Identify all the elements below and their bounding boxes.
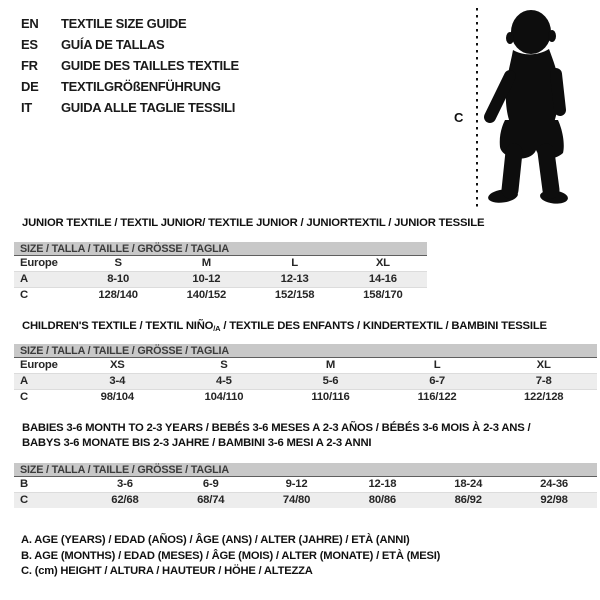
cell: 12-13	[280, 273, 309, 285]
babies-title-line1: BABIES 3-6 MONTH TO 2-3 YEARS / BEBÉS 3-6 MESES A 2-3 AÑOS / BÉBÉS 3-6 MOIS À 2-3 ANS /	[22, 422, 531, 434]
cell: 104/110	[204, 391, 244, 403]
toddler-silhouette-icon	[450, 4, 592, 216]
header-cell: XS	[109, 359, 125, 371]
height-measure-figure	[450, 4, 592, 216]
table-row	[14, 477, 597, 493]
cell: 74/80	[282, 494, 311, 506]
language-row-es	[21, 34, 239, 55]
cell: 18-24	[454, 478, 483, 490]
size-header-bar: SIZE / TALLA / TAILLE / GRÖSSE / TAGLIA	[14, 242, 427, 256]
footnote-c: C. (cm) HEIGHT / ALTURA / HAUTEUR / HÖHE / ALTEZZA	[21, 565, 313, 577]
cell: 6-9	[202, 478, 219, 490]
cell: 5-6	[322, 375, 339, 387]
language-row-en	[21, 13, 239, 34]
junior-table-title: JUNIOR TEXTILE / TEXTIL JUNIOR/ TEXTILE JUNIOR / JUNIORTEXTIL / JUNIOR TESSILE	[22, 217, 485, 229]
table-row	[14, 390, 597, 405]
row-label: B	[20, 478, 28, 490]
table-header-row	[14, 256, 427, 272]
cell: 7-8	[535, 375, 552, 387]
table-row	[14, 288, 427, 303]
cell: 116/122	[417, 391, 457, 403]
table-row	[14, 272, 427, 288]
cell: 86/92	[454, 494, 482, 506]
cell: 152/158	[274, 289, 315, 301]
cell: 3-4	[109, 375, 126, 387]
table-row	[14, 374, 597, 390]
row-label: A	[20, 375, 28, 387]
cell: 62/68	[111, 494, 139, 506]
language-code: ES	[21, 37, 38, 52]
language-code: DE	[21, 79, 39, 94]
language-list	[21, 13, 239, 118]
children-table-title	[22, 319, 547, 334]
cell: 24-36	[540, 478, 568, 490]
cell: 8-10	[107, 273, 130, 285]
language-label: GUIDA ALLE TAGLIE TESSILI	[61, 100, 236, 115]
header-cell: Europe	[20, 359, 58, 371]
children-size-table	[14, 344, 597, 405]
row-label: C	[20, 289, 28, 301]
language-code: EN	[21, 16, 39, 31]
footnote-a: A. AGE (YEARS) / EDAD (AÑOS) / ÂGE (ANS) / ALTER (JAHRE) / ETÀ (ANNI)	[21, 534, 410, 546]
cell: 3-6	[117, 478, 133, 490]
cell: 98/104	[100, 391, 134, 403]
row-label: C	[20, 494, 28, 506]
babies-size-table	[14, 463, 597, 508]
language-row-de	[21, 76, 239, 97]
header-cell: M	[325, 359, 336, 371]
header-cell: XL	[375, 257, 390, 269]
language-label: TEXTILE SIZE GUIDE	[61, 16, 187, 31]
language-label: GUIDE DES TAILLES TEXTILE	[61, 58, 239, 73]
cell: 68/74	[197, 494, 225, 506]
size-header-bar: SIZE / TALLA / TAILLE / GRÖSSE / TAGLIA	[14, 344, 597, 358]
cell: 92/98	[540, 494, 568, 506]
language-label: GUÍA DE TALLAS	[61, 37, 165, 52]
language-label: TEXTILGRÖßENFÜHRUNG	[61, 79, 221, 94]
table-row	[14, 493, 597, 508]
babies-table-title	[22, 421, 530, 451]
title-part: / TEXTILE DES ENFANTS / KINDERTEXTIL / BAMBINI TESSILE	[220, 320, 547, 332]
row-label: C	[20, 391, 28, 403]
size-header-bar: SIZE / TALLA / TAILLE / GRÖSSE / TAGLIA	[14, 463, 597, 477]
header-cell: L	[433, 359, 441, 371]
header-cell: L	[291, 257, 298, 269]
title-part: CHILDREN'S TEXTILE / TEXTIL NIÑO	[22, 320, 214, 332]
babies-title-line2: BABYS 3-6 MONATE BIS 2-3 JAHRE / BAMBINI 3-6 MESI A 2-3 ANNI	[22, 437, 372, 449]
height-label: C	[454, 110, 464, 125]
header-cell: Europe	[20, 257, 58, 269]
title-part-subscript: /A	[213, 324, 221, 333]
language-row-fr	[21, 55, 239, 76]
footnote-b: B. AGE (MONTHS) / EDAD (MESES) / ÂGE (MOIS) / ALTER (MONATE) / ETÀ (MESI)	[21, 549, 441, 562]
junior-size-table	[14, 242, 427, 303]
cell: 12-18	[368, 478, 397, 490]
header-cell: M	[201, 257, 211, 269]
header-cell: S	[114, 257, 122, 269]
cell: 14-16	[368, 273, 397, 285]
language-code: FR	[21, 58, 38, 73]
cell: 122/128	[523, 391, 564, 403]
table-header-row	[14, 358, 597, 374]
cell: 4-5	[216, 375, 232, 387]
cell: 10-12	[192, 273, 221, 285]
header-cell: S	[220, 359, 228, 371]
language-row-it	[21, 97, 239, 118]
cell: 128/140	[98, 289, 138, 301]
row-label: A	[20, 273, 28, 285]
cell: 80/86	[368, 494, 397, 506]
cell: 158/170	[363, 289, 403, 301]
cell: 6-7	[429, 375, 445, 387]
cell: 9-12	[285, 478, 308, 490]
footnotes	[21, 533, 440, 580]
cell: 110/116	[311, 391, 350, 403]
language-code: IT	[21, 100, 32, 115]
header-cell: XL	[536, 359, 551, 371]
cell: 140/152	[186, 289, 227, 301]
